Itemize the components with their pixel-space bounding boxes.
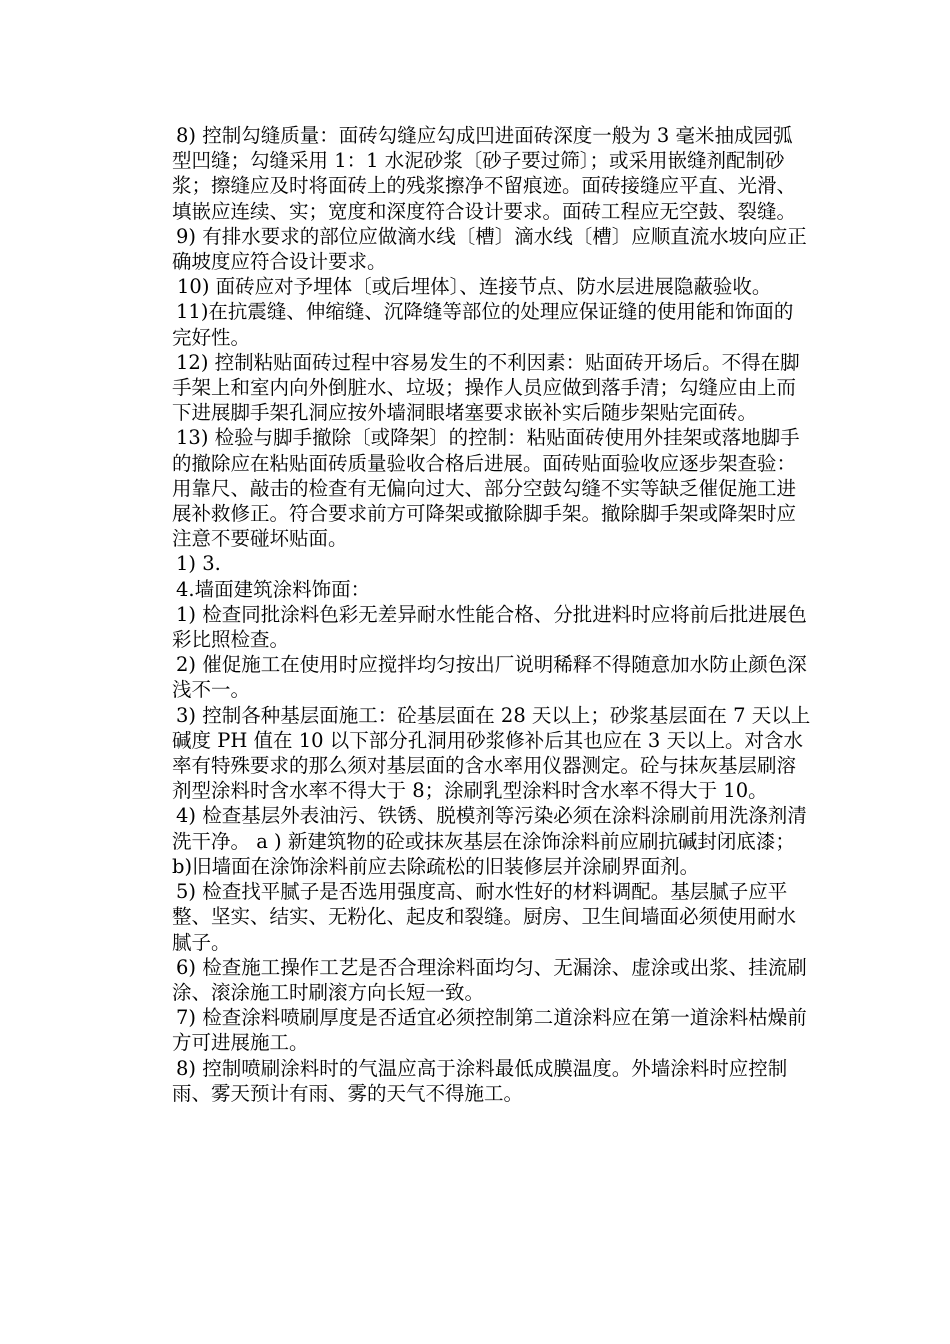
paragraph-coating-2: 2) 催促施工在使用时应搅拌均匀按出厂说明稀释不得随意加水防止颜色深浅不一。: [172, 653, 807, 702]
paragraph-coating-3: 3) 控制各种基层面施工：砼基层面在 28 天以上；砂浆基层面在 7 天以上碱度 PH 值在 10 以下部分孔洞用砂浆修补后其也应在 3 天以上。对含水率有特殊要求的那么须对基层面的含水率用仪器测定。砼与抹灰基层刷溶剂型涂料时含水率不得大于 8；涂刷乳型涂料时含水率不得大于 10。: [172, 703, 811, 803]
paragraph-item-10-concealed-inspection: 10) 面砖应对予埋体〔或后埋体〕、连接节点、防水层进展隐蔽验收。: [177, 275, 772, 299]
paragraph-coating-1: 1) 检查同批涂料色彩无差异耐水性能合格、分批进料时应将前后批进展色彩比照检查。: [172, 602, 807, 652]
paragraph-item-12-adverse-factors: 12) 控制粘贴面砖过程中容易发生的不利因素：贴面砖开场后。不得在脚手架上和室内向外倒脏水、垃圾；操作人员应做到落手清；勾缝应由上而下进展脚手架孔洞应按外墙洞眼堵塞要求嵌补实后随步架贴完面砖。: [172, 350, 800, 425]
paragraph-item-9-drip-line: 9) 有排水要求的部位应做滴水线〔槽〕滴水线〔槽〕应顺直流水坡向应正确坡度应符合设计要求。: [172, 224, 807, 274]
paragraph-coating-8: 8) 控制喷刷涂料时的气温应高于涂料最低成膜温度。外墙涂料时应控制雨、雾天预计有雨、雾的天气不得施工。: [172, 1056, 788, 1105]
section-heading-coating: 4.墙面建筑涂料饰面：: [176, 577, 371, 601]
paragraph-coating-6: 6) 检查施工操作工艺是否合理涂料面均匀、无漏涂、虚涂或出浆、挂流刷涂、滚涂施工时刷滚方向长短一致。: [172, 955, 807, 1004]
paragraph-coating-4: 4) 检查基层外表油污、铁锈、脱模剂等污染必须在涂料涂刷前用洗涤剂清洗干净。 a ) 新建筑物的砼或抹灰基层在涂饰涂料前应刷抗碱封闭底漆；b)旧墙面在涂饰涂料前应去除疏松的旧装修层并涂刷界面剂。: [172, 804, 807, 878]
paragraph-coating-7: 7) 检查涂料喷刷厚度是否适宜必须控制第二道涂料应在第一道涂料枯燥前方可进展施工。: [172, 1006, 807, 1055]
paragraph-item-1-3: 1) 3.: [176, 552, 221, 576]
paragraph-item-11-joints: 11)在抗震缝、伸缩缝、沉降缝等部位的处理应保证缝的使用能和饰面的完好性。: [172, 300, 794, 349]
document-body: [172, 123, 812, 1106]
paragraph-item-13-scaffold-removal: 13) 检验与脚手撤除〔或降架〕的控制：粘贴面砖使用外挂架或落地脚手的撤除应在粘贴面砖质量验收合格后进展。面砖贴面验收应逐步架查验：用靠尺、敲击的检查有无偏向过大、部分空鼓勾缝不实等缺乏催促施工进展补救修正。符合要求前方可降架或撤除脚手架。撤除脚手架或降架时应注意不要碰坏贴面。: [172, 426, 800, 551]
paragraph-item-8-grout: 8) 控制勾缝质量：面砖勾缝应勾成凹进面砖深度一般为 3 毫米抽成园弧型凹缝；勾缝采用 1：1 水泥砂浆〔砂子要过筛〕；或采用嵌缝剂配制砂浆；擦缝应及时将面砖上的残浆擦净不留痕迹。面砖接缝应平直、光滑、填嵌应连续、实；宽度和深度符合设计要求。面砖工程应无空鼓、裂缝。: [172, 124, 797, 223]
paragraph-coating-5: 5) 检查找平腻子是否选用强度高、耐水性好的材料调配。基层腻子应平整、坚实、结实、无粉化、起皮和裂缝。厨房、卫生间墙面必须使用耐水腻子。: [172, 880, 797, 954]
